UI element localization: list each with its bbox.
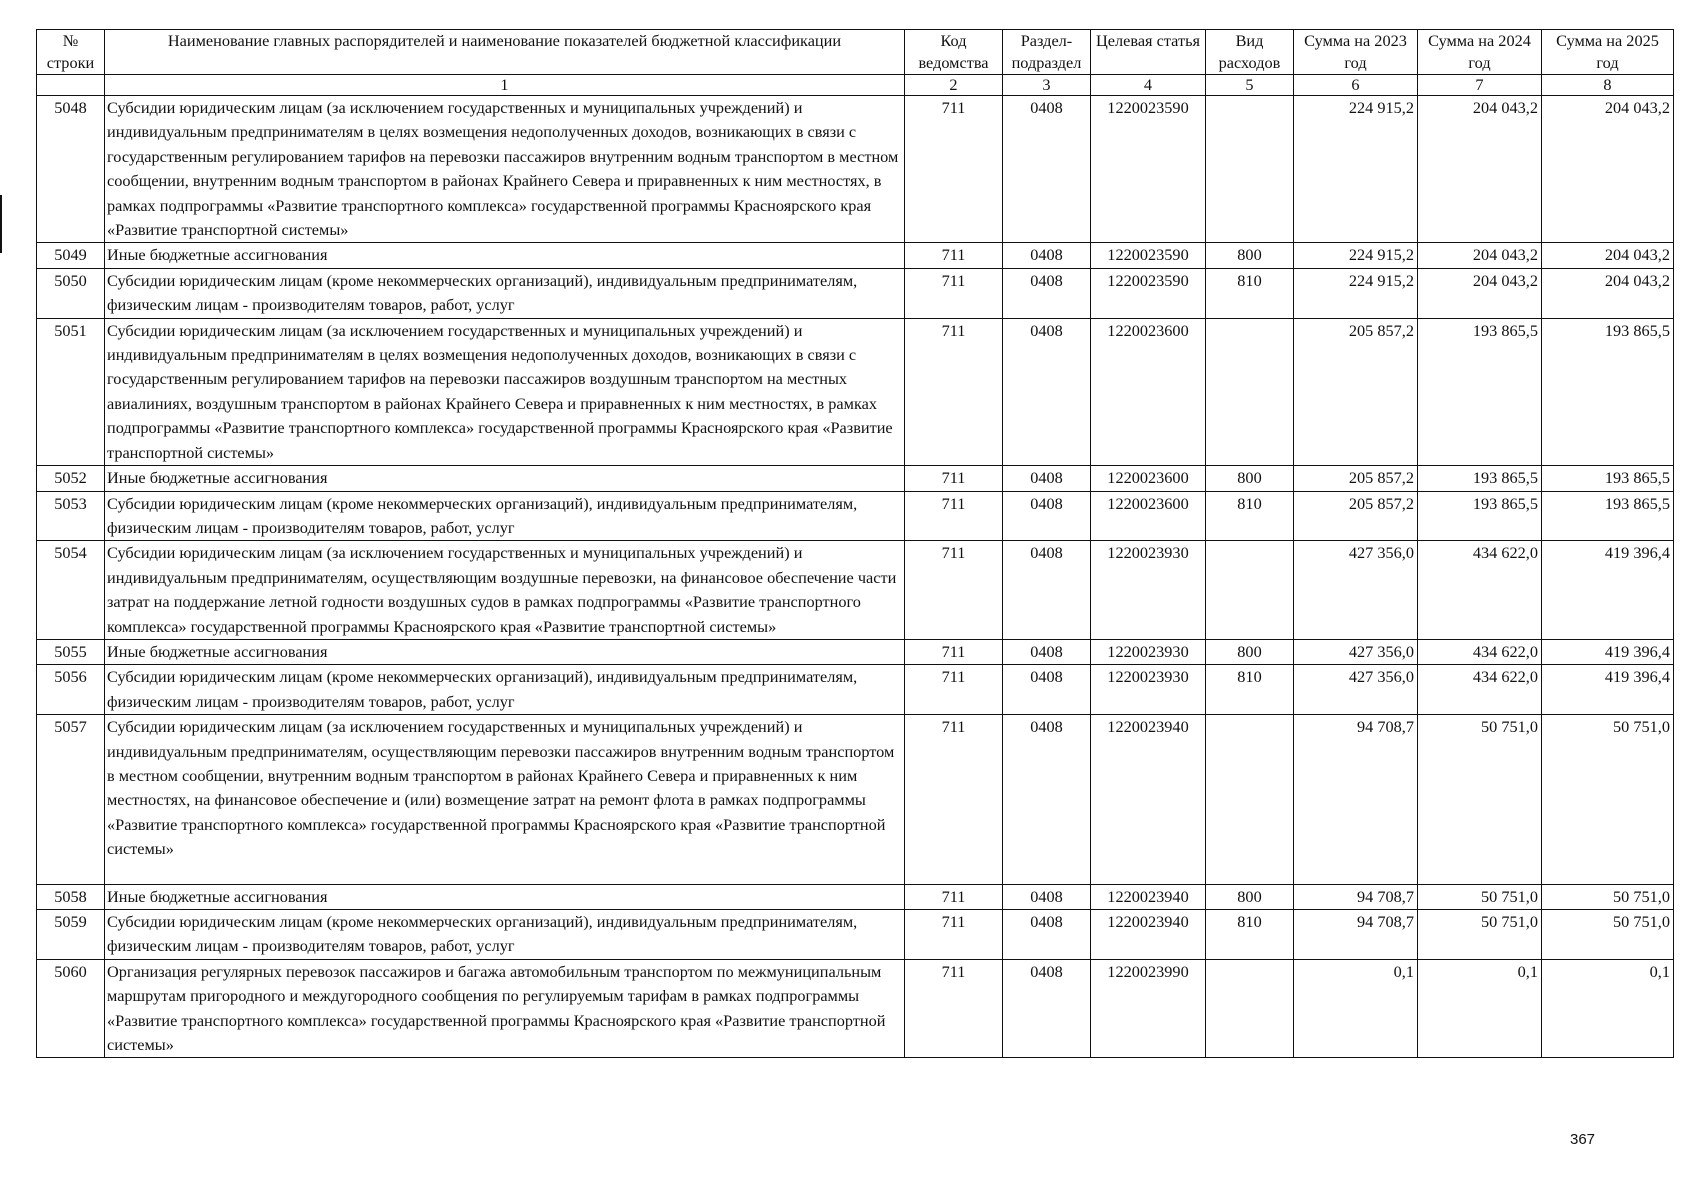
header-row bbox=[37, 30, 1674, 75]
row-expense-type bbox=[1206, 318, 1294, 465]
row-section: 0408 bbox=[1003, 715, 1091, 884]
table-row bbox=[37, 466, 1674, 491]
row-number: 5050 bbox=[37, 268, 105, 318]
row-number: 5057 bbox=[37, 715, 105, 884]
table-row bbox=[37, 910, 1674, 960]
row-name: Субсидии юридическим лицам (за исключением государственных и муниципальных учреждений) и индивидуальным предпринимателям в целях возмещения недополученных доходов, возникающих в связи с государственным регулированием тарифов на перевозки пассажиров воздушным транспортом на местных авиалиниях, воздушным транспортом в районах Крайнего Севера и приравненных к ним местностях, в рамках подпрограммы «Развитие транспортного комплекса» государственной программы Красноярского края «Развитие транспортной системы» bbox=[105, 318, 905, 465]
row-name: Иные бюджетные ассигнования bbox=[105, 466, 905, 491]
row-sum-2023: 427 356,0 bbox=[1294, 639, 1418, 664]
table-row bbox=[37, 665, 1674, 715]
row-dept-code: 711 bbox=[905, 96, 1003, 243]
row-expense-type: 800 bbox=[1206, 243, 1294, 268]
column-number: 6 bbox=[1294, 75, 1418, 96]
header-section: Раздел-подраздел bbox=[1003, 30, 1091, 75]
row-number: 5051 bbox=[37, 318, 105, 465]
header-target: Целевая статья bbox=[1091, 30, 1206, 75]
table-row bbox=[37, 268, 1674, 318]
row-name: Субсидии юридическим лицам (кроме некоммерческих организаций), индивидуальным предпринимателям, физическим лицам - производителям товаров, работ, услуг bbox=[105, 910, 905, 960]
column-number: 7 bbox=[1418, 75, 1542, 96]
row-sum-2024: 204 043,2 bbox=[1418, 268, 1542, 318]
row-dept-code: 711 bbox=[905, 715, 1003, 884]
table-body bbox=[37, 96, 1674, 1058]
row-section: 0408 bbox=[1003, 96, 1091, 243]
row-name: Субсидии юридическим лицам (за исключением государственных и муниципальных учреждений) и индивидуальным предпринимателям, осуществляющим перевозки пассажиров внутренним водным транспортом в местном сообщении, внутренним водным транспортом в районах Крайнего Севера и приравненных к ним местностях, на финансовое обеспечение и (или) возмещение затрат на ремонт флота в рамках подпрограммы «Развитие транспортного комплекса» государственной программы Красноярского края «Развитие транспортной системы» bbox=[105, 715, 905, 884]
row-target: 1220023990 bbox=[1091, 959, 1206, 1058]
row-target: 1220023940 bbox=[1091, 884, 1206, 909]
row-section: 0408 bbox=[1003, 541, 1091, 640]
row-sum-2023: 205 857,2 bbox=[1294, 318, 1418, 465]
row-dept-code: 711 bbox=[905, 268, 1003, 318]
row-number: 5055 bbox=[37, 639, 105, 664]
header-sum-2025: Сумма на 2025 год bbox=[1542, 30, 1674, 75]
row-target: 1220023930 bbox=[1091, 665, 1206, 715]
header-sum-2024: Сумма на 2024 год bbox=[1418, 30, 1542, 75]
row-expense-type: 800 bbox=[1206, 639, 1294, 664]
row-name: Иные бюджетные ассигнования bbox=[105, 243, 905, 268]
header-dept-code: Код ведомства bbox=[905, 30, 1003, 75]
row-section: 0408 bbox=[1003, 243, 1091, 268]
row-target: 1220023590 bbox=[1091, 243, 1206, 268]
column-number: 4 bbox=[1091, 75, 1206, 96]
table-row bbox=[37, 318, 1674, 465]
column-number-row bbox=[37, 75, 1674, 96]
row-sum-2025: 50 751,0 bbox=[1542, 884, 1674, 909]
header-name: Наименование главных распорядителей и наименование показателей бюджетной классификации bbox=[105, 30, 905, 75]
row-expense-type: 810 bbox=[1206, 268, 1294, 318]
row-name: Субсидии юридическим лицам (кроме некоммерческих организаций), индивидуальным предпринимателям, физическим лицам - производителям товаров, работ, услуг bbox=[105, 268, 905, 318]
row-dept-code: 711 bbox=[905, 884, 1003, 909]
row-dept-code: 711 bbox=[905, 639, 1003, 664]
row-number: 5049 bbox=[37, 243, 105, 268]
row-number: 5052 bbox=[37, 466, 105, 491]
table-row bbox=[37, 959, 1674, 1058]
row-number: 5059 bbox=[37, 910, 105, 960]
row-section: 0408 bbox=[1003, 268, 1091, 318]
row-expense-type bbox=[1206, 959, 1294, 1058]
budget-table bbox=[36, 29, 1674, 1058]
row-section: 0408 bbox=[1003, 491, 1091, 541]
row-target: 1220023930 bbox=[1091, 639, 1206, 664]
row-sum-2023: 205 857,2 bbox=[1294, 466, 1418, 491]
row-sum-2023: 427 356,0 bbox=[1294, 541, 1418, 640]
column-number bbox=[37, 75, 105, 96]
row-sum-2024: 193 865,5 bbox=[1418, 318, 1542, 465]
table-row bbox=[37, 96, 1674, 243]
row-sum-2025: 193 865,5 bbox=[1542, 491, 1674, 541]
row-name: Субсидии юридическим лицам (за исключением государственных и муниципальных учреждений) и индивидуальным предпринимателям в целях возмещения недополученных доходов, возникающих в связи с государственным регулированием тарифов на перевозки пассажиров внутренним водным транспортом в местном сообщении, внутренним водным транспортом в районах Крайнего Севера и приравненных к ним местностях, в рамках подпрограммы «Развитие транспортного комплекса» государственной программы Красноярского края «Развитие транспортной системы» bbox=[105, 96, 905, 243]
row-name: Организация регулярных перевозок пассажиров и багажа автомобильным транспортом по межмуниципальным маршрутам пригородного и междугородного сообщения по регулируемым тарифам в рамках подпрограммы «Развитие транспортного комплекса» государственной программы Красноярского края «Развитие транспортной системы» bbox=[105, 959, 905, 1058]
row-sum-2024: 50 751,0 bbox=[1418, 910, 1542, 960]
row-sum-2024: 50 751,0 bbox=[1418, 715, 1542, 884]
row-sum-2025: 204 043,2 bbox=[1542, 268, 1674, 318]
row-number: 5058 bbox=[37, 884, 105, 909]
row-section: 0408 bbox=[1003, 318, 1091, 465]
row-name: Субсидии юридическим лицам (за исключением государственных и муниципальных учреждений) и индивидуальным предпринимателям, осуществляющим воздушные перевозки, на финансовое обеспечение части затрат на поддержание летной годности воздушных судов в рамках подпрограммы «Развитие транспортного комплекса» государственной программы Красноярского края «Развитие транспортной системы» bbox=[105, 541, 905, 640]
row-sum-2024: 0,1 bbox=[1418, 959, 1542, 1058]
row-expense-type: 810 bbox=[1206, 665, 1294, 715]
row-sum-2024: 204 043,2 bbox=[1418, 96, 1542, 243]
row-sum-2024: 434 622,0 bbox=[1418, 639, 1542, 664]
table-row bbox=[37, 884, 1674, 909]
row-section: 0408 bbox=[1003, 665, 1091, 715]
row-dept-code: 711 bbox=[905, 910, 1003, 960]
row-expense-type bbox=[1206, 96, 1294, 243]
row-number: 5053 bbox=[37, 491, 105, 541]
row-section: 0408 bbox=[1003, 639, 1091, 664]
row-sum-2025: 419 396,4 bbox=[1542, 665, 1674, 715]
row-sum-2024: 204 043,2 bbox=[1418, 243, 1542, 268]
row-sum-2024: 434 622,0 bbox=[1418, 665, 1542, 715]
row-dept-code: 711 bbox=[905, 541, 1003, 640]
row-dept-code: 711 bbox=[905, 959, 1003, 1058]
table-row bbox=[37, 639, 1674, 664]
column-number: 2 bbox=[905, 75, 1003, 96]
row-section: 0408 bbox=[1003, 910, 1091, 960]
row-name: Иные бюджетные ассигнования bbox=[105, 884, 905, 909]
row-section: 0408 bbox=[1003, 466, 1091, 491]
row-dept-code: 711 bbox=[905, 243, 1003, 268]
row-sum-2023: 224 915,2 bbox=[1294, 96, 1418, 243]
row-name: Субсидии юридическим лицам (кроме некоммерческих организаций), индивидуальным предпринимателям, физическим лицам - производителям товаров, работ, услуг bbox=[105, 665, 905, 715]
row-expense-type: 810 bbox=[1206, 910, 1294, 960]
row-sum-2025: 50 751,0 bbox=[1542, 910, 1674, 960]
row-number: 5048 bbox=[37, 96, 105, 243]
row-target: 1220023930 bbox=[1091, 541, 1206, 640]
row-sum-2023: 0,1 bbox=[1294, 959, 1418, 1058]
column-number: 3 bbox=[1003, 75, 1091, 96]
row-section: 0408 bbox=[1003, 884, 1091, 909]
row-expense-type bbox=[1206, 541, 1294, 640]
page-number: 367 bbox=[1570, 1131, 1596, 1148]
row-number: 5054 bbox=[37, 541, 105, 640]
row-expense-type: 800 bbox=[1206, 466, 1294, 491]
row-expense-type: 800 bbox=[1206, 884, 1294, 909]
row-sum-2023: 94 708,7 bbox=[1294, 910, 1418, 960]
row-dept-code: 711 bbox=[905, 491, 1003, 541]
column-number: 8 bbox=[1542, 75, 1674, 96]
row-sum-2023: 224 915,2 bbox=[1294, 268, 1418, 318]
row-name: Иные бюджетные ассигнования bbox=[105, 639, 905, 664]
row-expense-type bbox=[1206, 715, 1294, 884]
row-sum-2023: 427 356,0 bbox=[1294, 665, 1418, 715]
row-dept-code: 711 bbox=[905, 665, 1003, 715]
row-sum-2023: 224 915,2 bbox=[1294, 243, 1418, 268]
column-number: 1 bbox=[105, 75, 905, 96]
row-target: 1220023600 bbox=[1091, 466, 1206, 491]
table-row bbox=[37, 715, 1674, 884]
row-sum-2024: 434 622,0 bbox=[1418, 541, 1542, 640]
budget-table-container bbox=[36, 29, 1673, 1058]
row-target: 1220023940 bbox=[1091, 715, 1206, 884]
row-dept-code: 711 bbox=[905, 318, 1003, 465]
row-sum-2025: 0,1 bbox=[1542, 959, 1674, 1058]
row-sum-2024: 193 865,5 bbox=[1418, 466, 1542, 491]
header-expense-type: Вид расходов bbox=[1206, 30, 1294, 75]
row-target: 1220023590 bbox=[1091, 96, 1206, 243]
row-expense-type: 810 bbox=[1206, 491, 1294, 541]
row-sum-2025: 50 751,0 bbox=[1542, 715, 1674, 884]
row-sum-2023: 94 708,7 bbox=[1294, 715, 1418, 884]
table-row bbox=[37, 541, 1674, 640]
table-header bbox=[37, 30, 1674, 96]
margin-mark bbox=[0, 195, 2, 253]
row-sum-2025: 419 396,4 bbox=[1542, 639, 1674, 664]
row-sum-2025: 193 865,5 bbox=[1542, 318, 1674, 465]
header-line-no: № строки bbox=[37, 30, 105, 75]
row-number: 5060 bbox=[37, 959, 105, 1058]
row-sum-2024: 50 751,0 bbox=[1418, 884, 1542, 909]
row-sum-2025: 193 865,5 bbox=[1542, 466, 1674, 491]
row-sum-2025: 204 043,2 bbox=[1542, 243, 1674, 268]
table-row bbox=[37, 491, 1674, 541]
row-sum-2025: 419 396,4 bbox=[1542, 541, 1674, 640]
row-section: 0408 bbox=[1003, 959, 1091, 1058]
row-number: 5056 bbox=[37, 665, 105, 715]
row-target: 1220023600 bbox=[1091, 491, 1206, 541]
row-sum-2024: 193 865,5 bbox=[1418, 491, 1542, 541]
row-target: 1220023940 bbox=[1091, 910, 1206, 960]
row-sum-2023: 94 708,7 bbox=[1294, 884, 1418, 909]
row-sum-2025: 204 043,2 bbox=[1542, 96, 1674, 243]
header-sum-2023: Сумма на 2023 год bbox=[1294, 30, 1418, 75]
table-row bbox=[37, 243, 1674, 268]
row-dept-code: 711 bbox=[905, 466, 1003, 491]
row-target: 1220023590 bbox=[1091, 268, 1206, 318]
row-name: Субсидии юридическим лицам (кроме некоммерческих организаций), индивидуальным предпринимателям, физическим лицам - производителям товаров, работ, услуг bbox=[105, 491, 905, 541]
row-sum-2023: 205 857,2 bbox=[1294, 491, 1418, 541]
column-number: 5 bbox=[1206, 75, 1294, 96]
row-target: 1220023600 bbox=[1091, 318, 1206, 465]
